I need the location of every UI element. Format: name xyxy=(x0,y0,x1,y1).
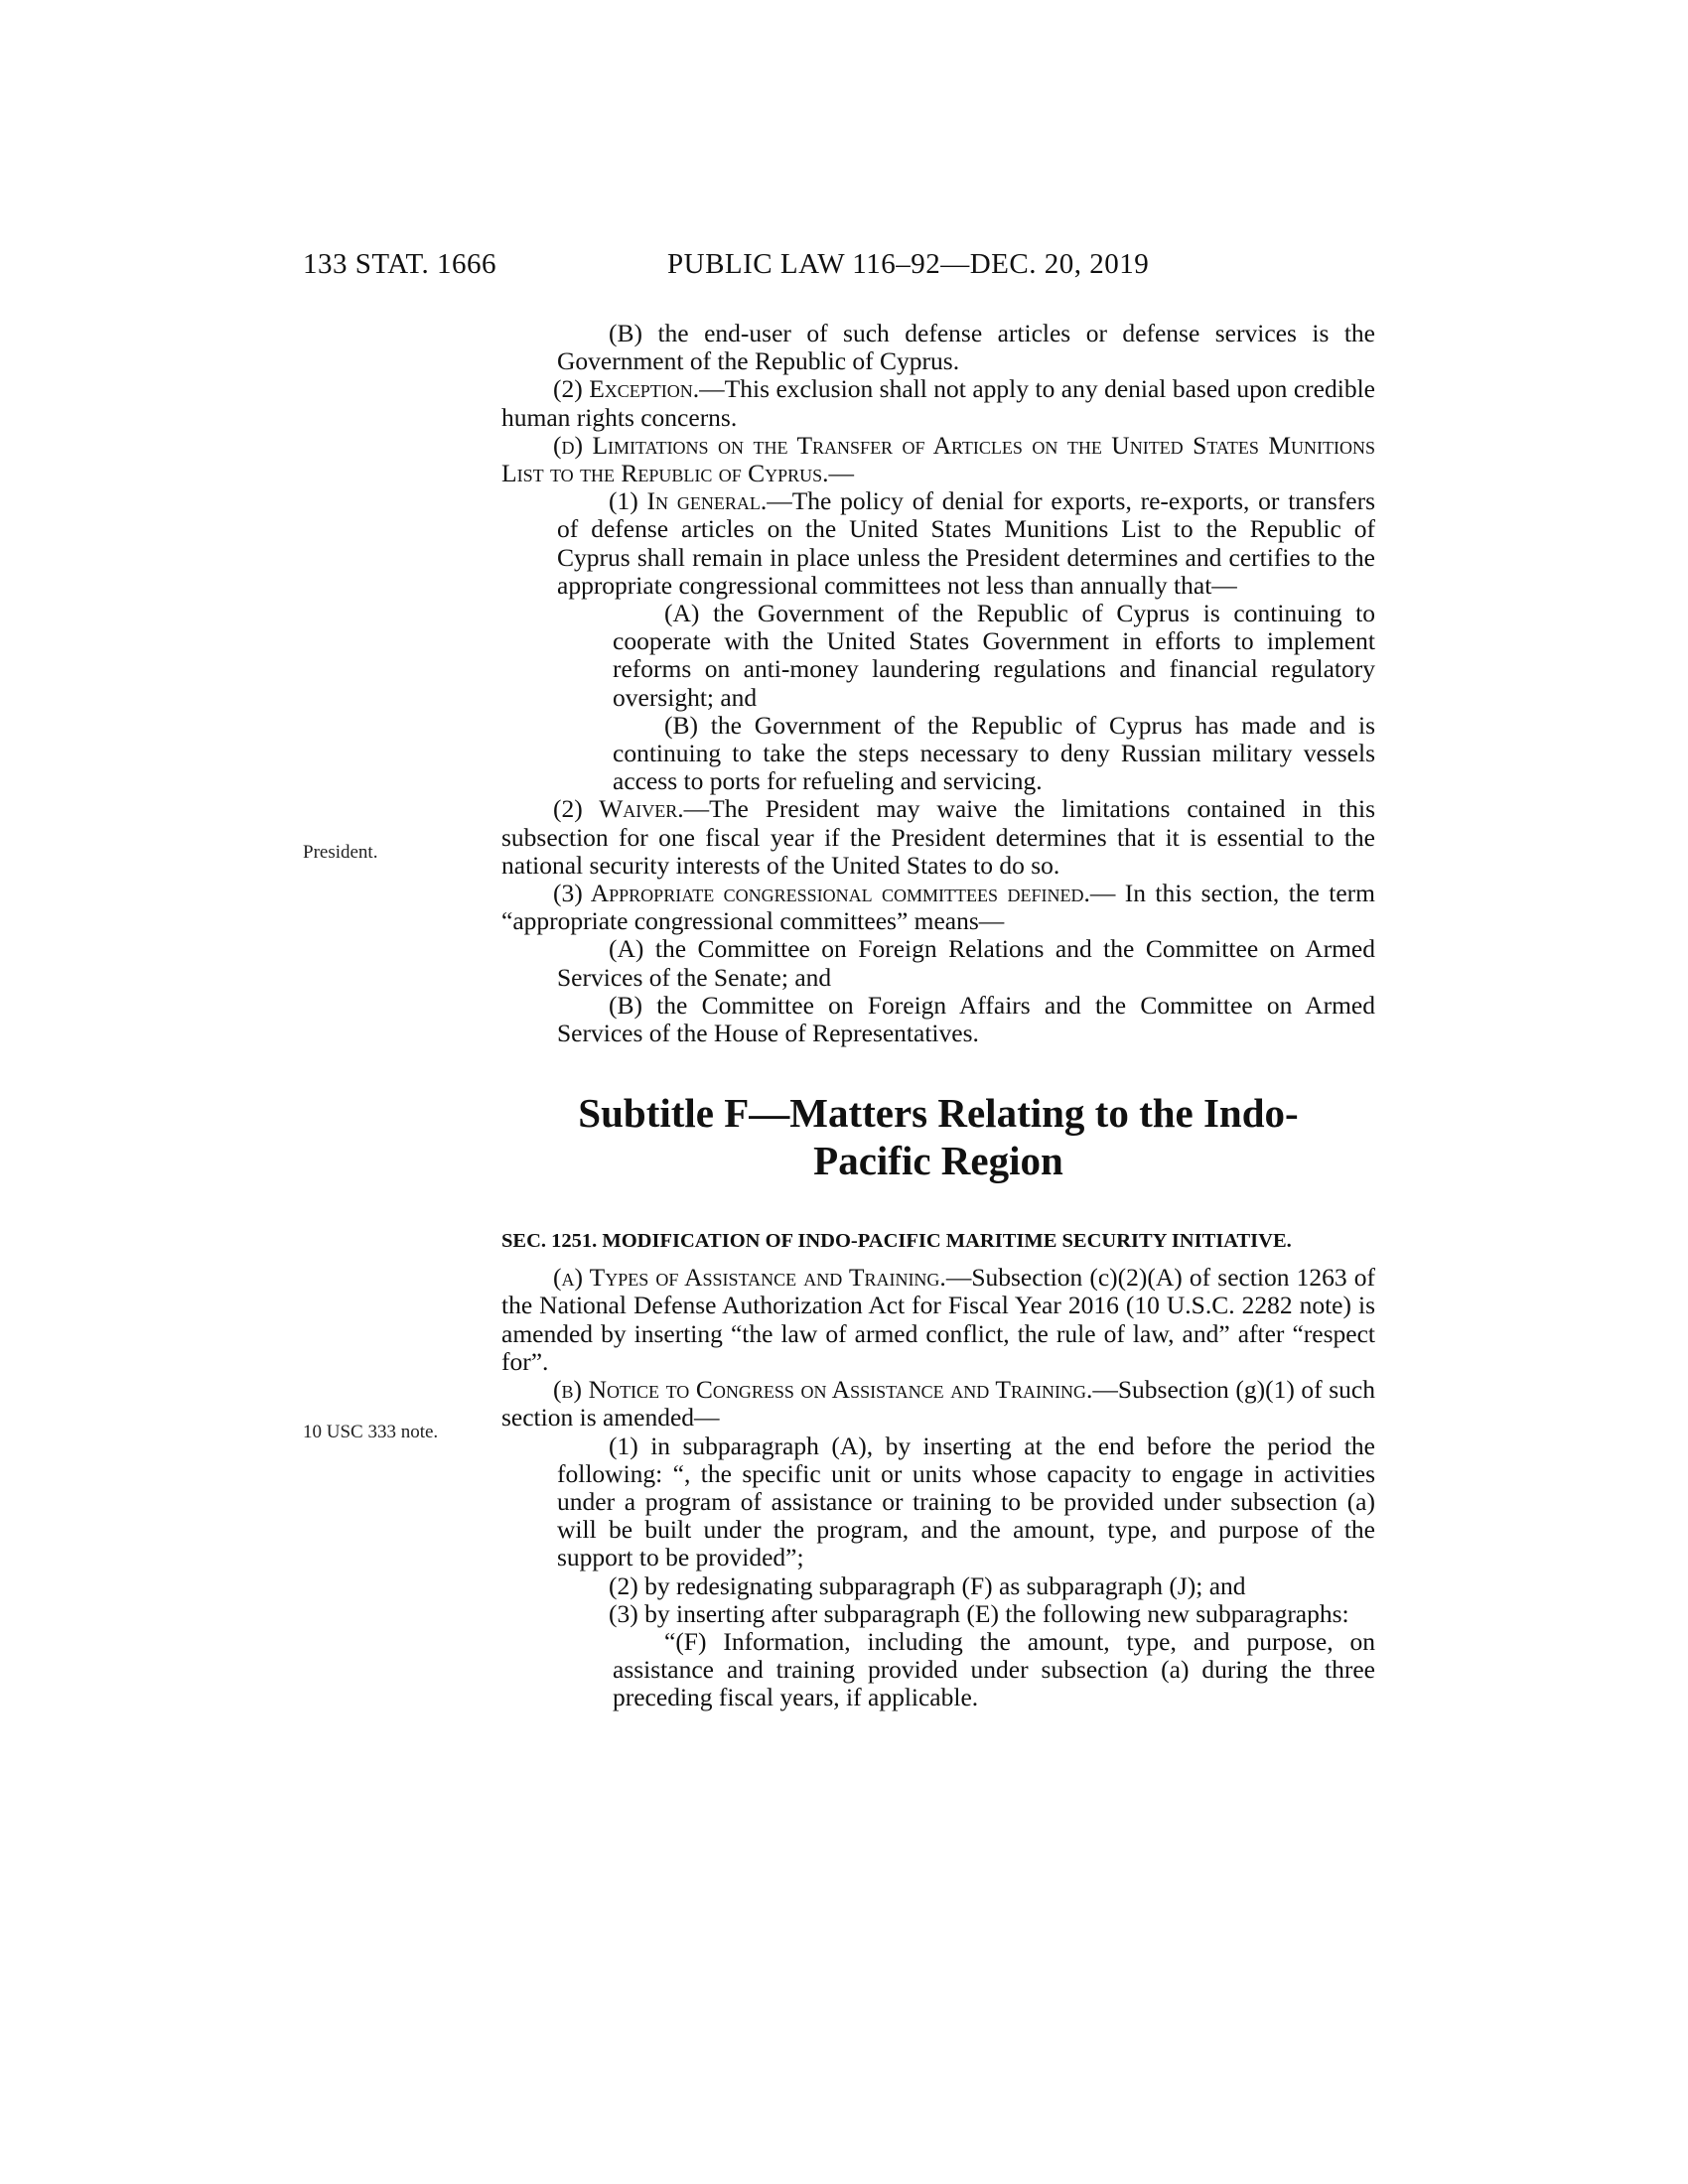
paragraph-heading: (2) Exception. xyxy=(553,374,700,404)
public-law-citation: PUBLIC LAW 116–92—DEC. 20, 2019 xyxy=(667,248,1150,280)
paragraph-d-1 xyxy=(501,487,1375,600)
paragraph-sec-b xyxy=(501,1376,1375,1432)
paragraph-sec-a xyxy=(501,1264,1375,1376)
paragraph-c-B: (B) the end-user of such defense articles or defense services is the Government of the Republic of Cyprus. xyxy=(557,319,1375,376)
paragraph-text: —The policy of denial for exports, re-exports, or transfers of defense articles on the United States Munitions List to the Republic of Cyprus shall remain in place unless the President determines and certifies to the appropriate congressional committees not less than annually that— xyxy=(557,486,1376,600)
subtitle-line-2: Pacific Region xyxy=(813,1138,1063,1184)
paragraph-c-2 xyxy=(501,375,1375,431)
paragraph-heading: (a) Types of Assistance and Training. xyxy=(553,1263,946,1293)
paragraph-text: —Subsection (g)(1) of such section is amended— xyxy=(501,1375,1375,1433)
paragraph-d-1-B: (B) the Government of the Republic of Cyprus has made and is continuing to take the steps necessary to deny Russian military vessels access to ports for refueling and servicing. xyxy=(613,710,1375,796)
paragraph-d xyxy=(501,432,1375,487)
paragraph-sec-b-1: (1) in subparagraph (A), by inserting at the end before the period the following: “, the specific unit or units whose capacity to engage in activities under a program of assistance or training to be provided under subsection (a) will be built under the program, and the amount, type, and purpose of the support to be provided”; xyxy=(557,1431,1375,1572)
paragraph-text: —Subsection (c)(2)(A) of section 1263 of the National Defense Authorization Act for Fiscal Year 2016 (10 U.S.C. 2282 note) is amended by inserting “the law of armed conflict, the rule of law, and” after “respect for”. xyxy=(501,1263,1375,1376)
statute-page-number: 133 STAT. 1666 xyxy=(303,248,497,280)
paragraph-sec-b-3: (3) by inserting after subparagraph (E) the following new subparagraphs: xyxy=(609,1598,1349,1628)
section-heading: SEC. 1251. MODIFICATION OF INDO-PACIFIC MARITIME SECURITY INITIATIVE. xyxy=(501,1230,1292,1253)
paragraph-d-3-B: (B) the Committee on Foreign Affairs and the Committee on Armed Services of the House of Representatives. xyxy=(557,990,1375,1048)
paragraph-d-1-A: (A) the Government of the Republic of Cyprus is continuing to cooperate with the United States Government in efforts to implement reforms on anti-money laundering regulations and financial regulatory oversight; and xyxy=(613,599,1375,712)
page-header xyxy=(303,248,1216,288)
paragraph-text: — xyxy=(828,459,855,488)
paragraph-heading: (1) In general. xyxy=(609,486,768,516)
subtitle-heading xyxy=(501,1089,1375,1184)
subtitle-line-1: Subtitle F—Matters Relating to the Indo- xyxy=(578,1090,1299,1137)
paragraph-heading: (b) Notice to Congress on Assistance and Training. xyxy=(553,1375,1093,1405)
paragraph-sec-b-3-F: “(F) Information, including the amount, type, and purpose, on assistance and training provided under subsection (a) during the three preceding fiscal years, if applicable. xyxy=(613,1626,1375,1712)
paragraph-heading: (d) Limitations on the Transfer of Articles on the United States Munitions List to the Republic of Cyprus. xyxy=(501,430,1375,488)
body-text xyxy=(501,320,1375,1712)
paragraph-d-3-A: (A) the Committee on Foreign Relations and the Committee on Armed Services of the Senate; and xyxy=(557,934,1375,992)
margin-note-president: President. xyxy=(303,842,378,863)
paragraph-text: —The President may waive the limitations contained in this subsection for one fiscal year if the President determines that it is essential to the national security interests of the United States to do so. xyxy=(501,794,1375,880)
paragraph-heading: (3) Appropriate congressional committees defined. xyxy=(553,879,1090,908)
paragraph-d-3 xyxy=(501,880,1375,935)
paragraph-text: —This exclusion shall not apply to any denial based upon credible human rights concerns. xyxy=(501,374,1375,432)
paragraph-sec-b-2: (2) by redesignating subparagraph (F) as subparagraph (J); and xyxy=(609,1570,1246,1600)
paragraph-heading: (2) Waiver. xyxy=(553,794,684,824)
margin-note-usc: 10 USC 333 note. xyxy=(303,1422,439,1442)
paragraph-d-2 xyxy=(501,795,1375,880)
paragraph-text: — In this section, the term “appropriate congressional committees” means— xyxy=(501,879,1375,936)
